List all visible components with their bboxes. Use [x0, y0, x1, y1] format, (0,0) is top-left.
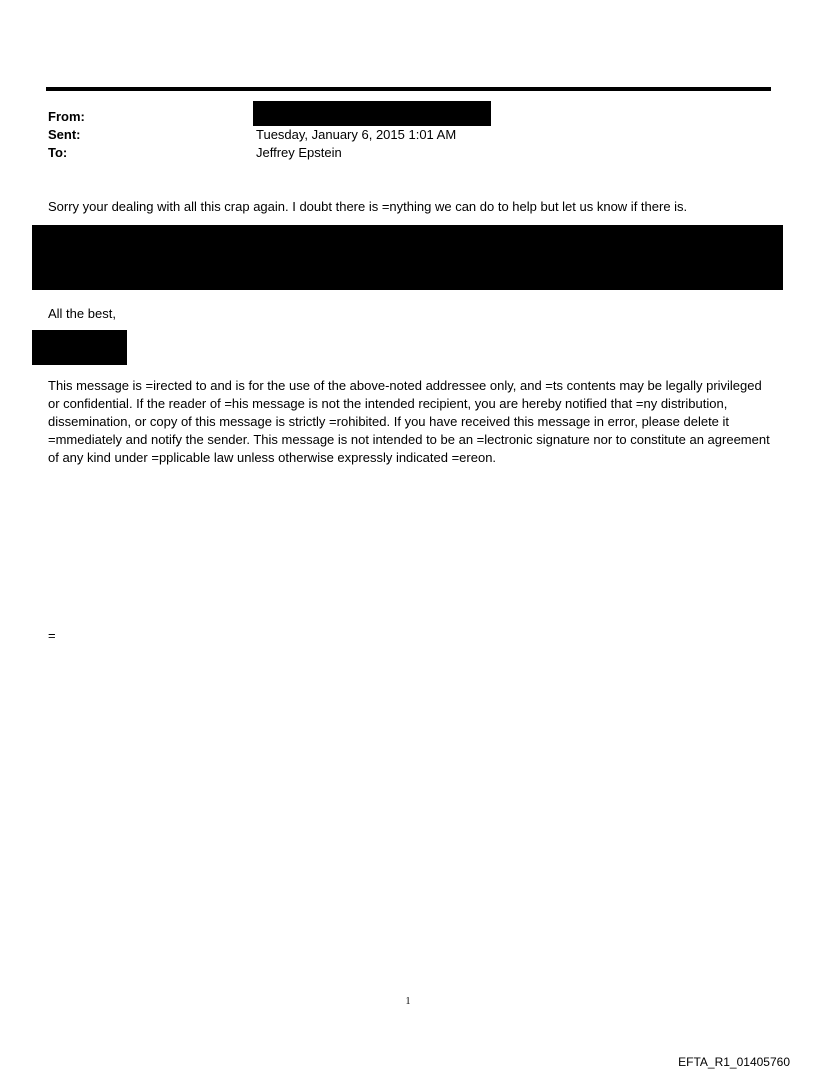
header-rule	[46, 87, 771, 91]
page-number: 1	[405, 996, 411, 1007]
sent-value: Tuesday, January 6, 2015 1:01 AM	[256, 127, 457, 142]
message-line: Sorry your dealing with all this crap again. I doubt there is =nything we can do to help but let us know if there is.	[48, 199, 688, 214]
closing-line: All the best,	[48, 306, 116, 321]
from-label: From:	[48, 109, 85, 124]
redacted-block	[32, 225, 783, 290]
disclaimer-paragraph: This message is =irected to and is for the use of the above-noted addressee only, and =ts contents may be legally privileged or confidential. If the reader of =his message is not the intended recipient, you are hereby notified that =ny distribution, dissemination, or copy of this message is strictly =rohibited. If you have received this message in error, please delete it =mmediately and notify the sender. This message is not intended to be an =lectronic signature nor to constitute an agreement of any kind under =pplicable law unless otherwise expressly indicated =ereon.	[48, 378, 770, 465]
redacted-signature	[32, 330, 127, 365]
redacted-sender	[253, 101, 491, 126]
sent-label: Sent:	[48, 127, 81, 142]
trailing-equals: =	[48, 628, 56, 643]
to-value: Jeffrey Epstein	[256, 145, 342, 160]
to-label: To:	[48, 145, 68, 160]
document-id: EFTA_R1_01405760	[678, 1055, 790, 1069]
